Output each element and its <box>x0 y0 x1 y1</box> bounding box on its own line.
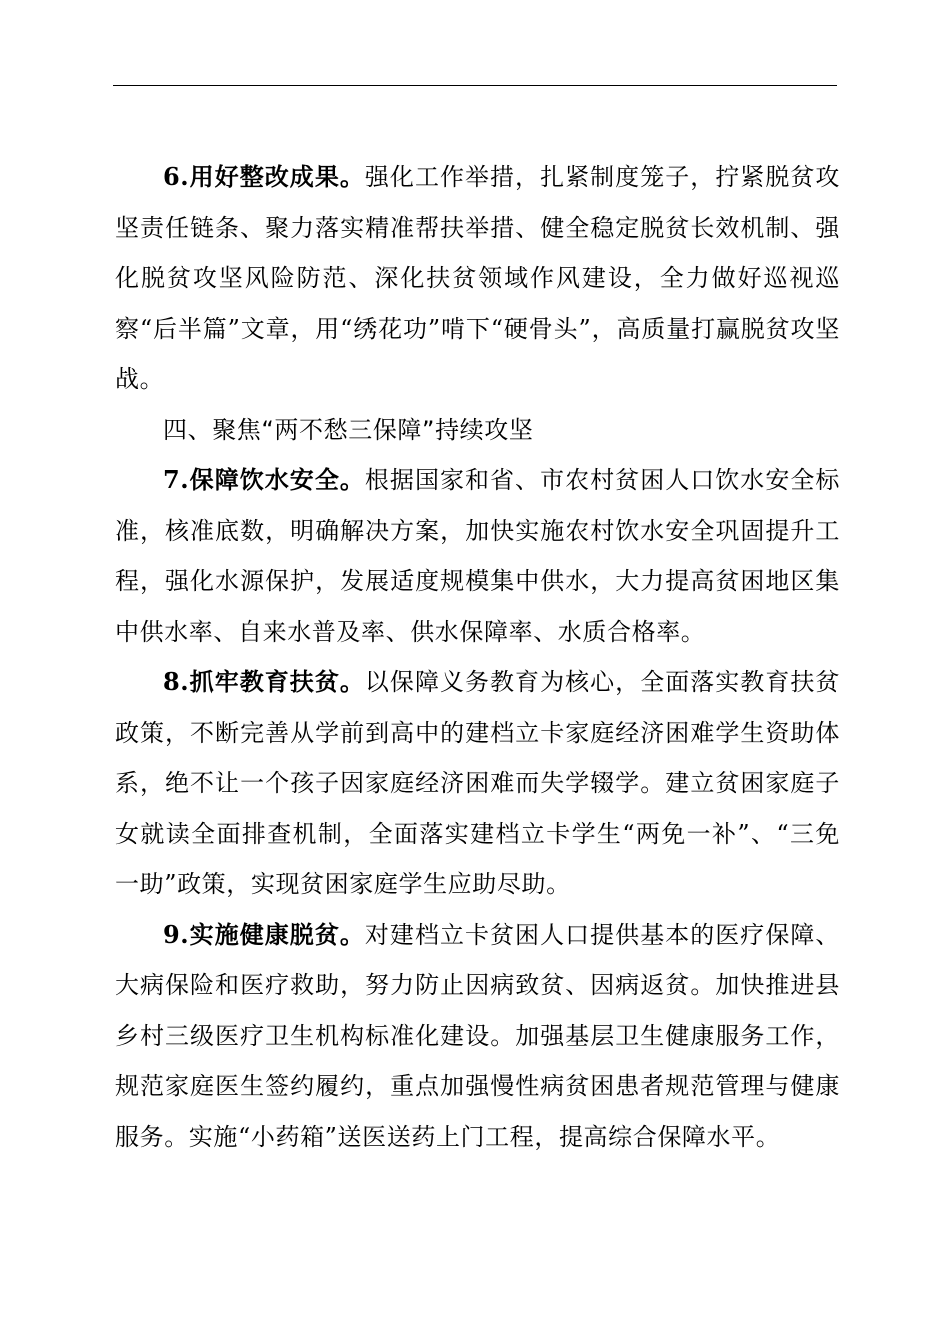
document-body <box>115 152 840 1162</box>
paragraph-7 <box>115 455 840 657</box>
paragraph-9-lead: 9.实施健康脱贫。 <box>163 919 365 949</box>
paragraph-9 <box>115 910 840 1163</box>
paragraph-8-text: 以保障义务教育为核心，全面落实教育扶贫政策，不断完善从学前到高中的建档立卡家庭经济困难学生资助体系，绝不让一个孩子因家庭经济困难而失学辍学。建立贫困家庭子女就读全面排查机制，全面落实建档立卡学生“两免一补”、“三免一助”政策，实现贫困家庭学生应助尽助。 <box>115 668 840 898</box>
paragraph-6-lead: 6.用好整改成果。 <box>163 162 365 191</box>
paragraph-8 <box>115 657 840 910</box>
paragraph-6-text: 强化工作举措，扎紧制度笼子，拧紧脱贫攻坚责任链条、聚力落实精准帮扶举措、健全稳定脱贫长效机制、强化脱贫攻坚风险防范、深化扶贫领域作风建设，全力做好巡视巡察“后半篇”文章，用“绣花功”啃下“硬骨头”，高质量打赢脱贫攻坚战。 <box>115 163 840 393</box>
paragraph-8-lead: 8.抓牢教育扶贫。 <box>163 667 365 696</box>
section-heading-4: 四、聚焦“两不愁三保障”持续攻坚 <box>163 415 534 444</box>
paragraph-7-text: 根据国家和省、市农村贫困人口饮水安全标准，核准底数，明确解决方案，加快实施农村饮水安全巩固提升工程，强化水源保护，发展适度规模集中供水，大力提高贫困地区集中供水率、自来水普及率、供水保障率、水质合格率。 <box>115 466 840 646</box>
header-rule <box>113 85 837 86</box>
paragraph-9-text: 对建档立卡贫困人口提供基本的医疗保障、大病保险和医疗救助，努力防止因病致贫、因病返贫。加快推进县乡村三级医疗卫生机构标准化建设。加强基层卫生健康服务工作，规范家庭医生签约履约，重点加强慢性病贫困患者规范管理与健康服务。实施“小药箱”送医送药上门工程，提高综合保障水平。 <box>115 920 840 1151</box>
paragraph-7-lead: 7.保障饮水安全。 <box>163 465 365 494</box>
paragraph-6 <box>115 152 840 405</box>
